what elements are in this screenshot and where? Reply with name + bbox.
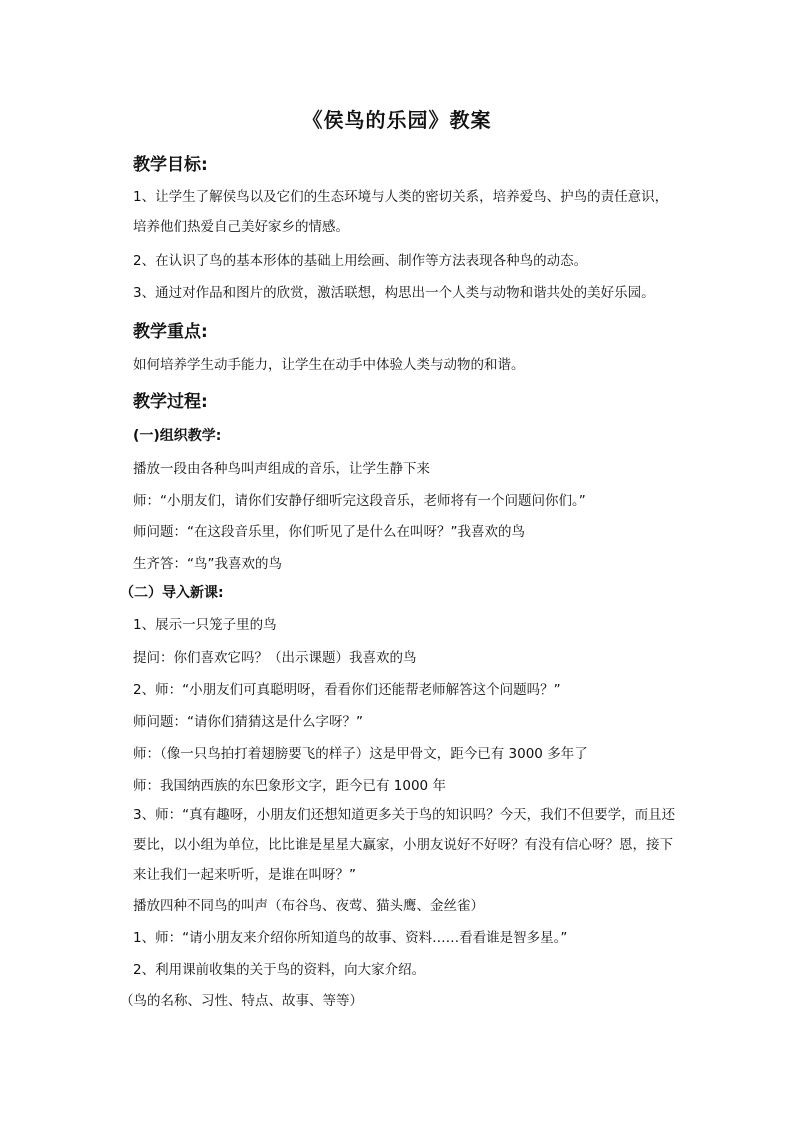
step2-heading: （二）导入新课: xyxy=(120,585,224,601)
step1-line-3: 师问题：“在这段音乐里，你们听见了是什么在叫呀？”我喜欢的鸟 xyxy=(133,524,525,540)
step1-line-4: 生齐答：“鸟”我喜欢的鸟 xyxy=(133,556,282,572)
step2-line-3: 2、师：“小朋友们可真聪明呀，看看你们还能帮老师解答这个问题吗？” xyxy=(133,682,561,698)
step2-line-9: 1、师：“请小朋友来介绍你所知道鸟的故事、资料……看看谁是智多星。” xyxy=(133,930,568,946)
goal-1: 1、让学生了解侯鸟以及它们的生态环境与人类的密切关系，培养爱鸟、护鸟的责任意识，培养他们热爱自己美好家乡的情感。 xyxy=(133,189,669,235)
document-title: 《侯鸟的乐园》教案 xyxy=(302,108,492,132)
step2-line-11: （鸟的名称、习性、特点、故事、等等） xyxy=(120,993,363,1009)
goals-heading: 教学目标: xyxy=(133,155,208,175)
step2-line-10: 2、利用课前收集的关于鸟的资料，向大家介绍。 xyxy=(133,962,426,978)
step1-line-2: 师：“小朋友们，请你们安静仔细听完这段音乐，老师将有一个问题问你们。” xyxy=(133,493,586,509)
step2-line-6: 师：我国纳西族的东巴象形文字，距今已有 1000 年 xyxy=(133,778,446,794)
goal-2: 2、在认识了鸟的基本形体的基础上用绘画、制作等方法表现各种鸟的动态。 xyxy=(133,253,588,269)
step2-line-5: 师：（像一只鸟拍打着翅膀要飞的样子）这是甲骨文，距今已有 3000 多年了 xyxy=(133,746,588,762)
step2-line-1: 1、展示一只笼子里的鸟 xyxy=(133,617,277,633)
step2-line-2: 提问：你们喜欢它吗？（出示课题）我喜欢的鸟 xyxy=(133,650,417,666)
process-heading: 教学过程: xyxy=(133,392,208,412)
step2-paragraph-7: 3、师：“真有趣呀，小朋友们还想知道更多关于鸟的知识吗？今天，我们不但要学，而且还要比，以小组为单位，比比谁是星星大赢家，小朋友说好不好呀？有没有信心呀？恩，接下来让我们一起来听听，是谁在叫呀？” xyxy=(133,807,676,883)
step1-heading: (一)组织教学: xyxy=(133,428,222,444)
step2-line-8: 播放四种不同鸟的叫声（布谷鸟、夜莺、猫头鹰、金丝雀） xyxy=(133,898,484,914)
key-heading: 教学重点: xyxy=(133,322,208,342)
key-text: 如何培养学生动手能力，让学生在动手中体验人类与动物的和谐。 xyxy=(133,357,525,373)
goal-3: 3、通过对作品和图片的欣赏，激活联想，构思出一个人类与动物和谐共处的美好乐园。 xyxy=(133,285,655,301)
step1-line-1: 播放一段由各种鸟叫声组成的音乐，让学生静下来 xyxy=(133,461,430,477)
step2-line-4: 师问题：“请你们猜猜这是什么字呀？” xyxy=(133,714,363,730)
